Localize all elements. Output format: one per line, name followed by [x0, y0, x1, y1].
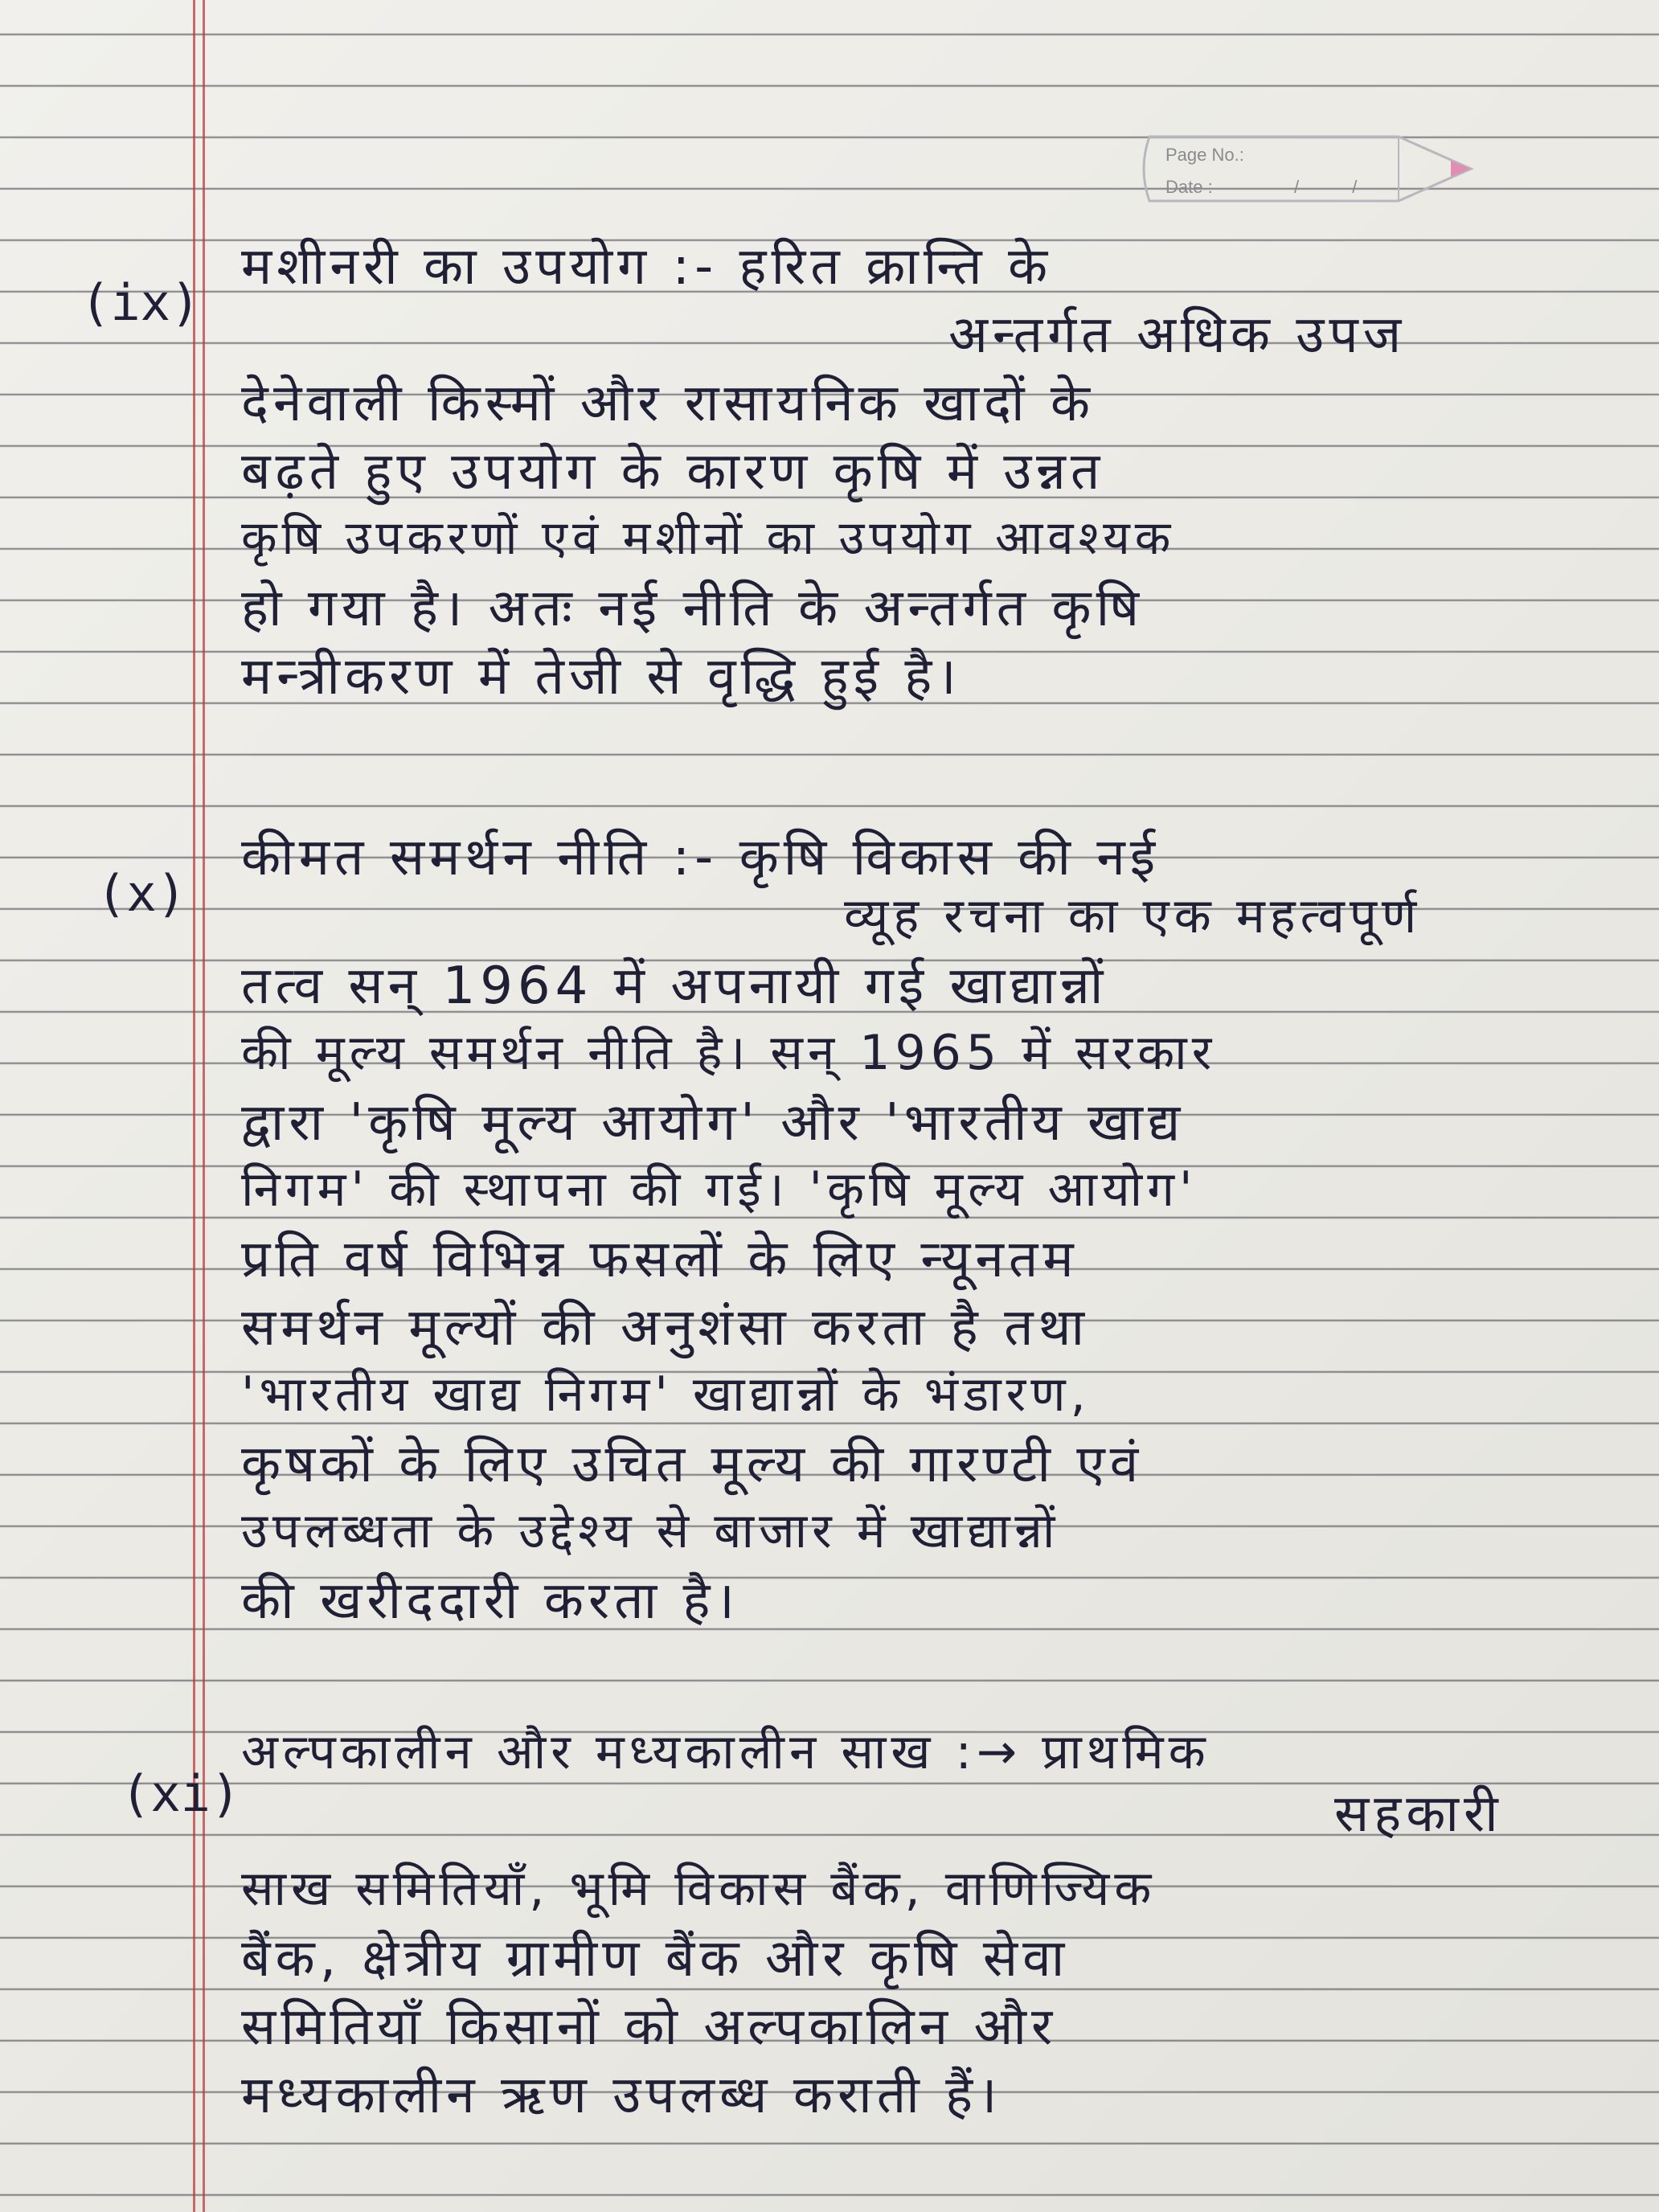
- section-marker: (x): [96, 864, 186, 923]
- text-line: मन्त्रीकरण में तेजी से वृद्धि हुई है।: [241, 647, 961, 707]
- text-line: देनेवाली किस्मों और रासायनिक खादों के: [241, 374, 1096, 433]
- text-line: कृषकों के लिए उचित मूल्य की गारण्टी एवं: [241, 1435, 1144, 1494]
- section-marker: (ix): [80, 273, 201, 332]
- text-line: उपलब्धता के उद्देश्य से बाजार में खाद्यान्नों: [241, 1503, 1060, 1559]
- text-line: अन्तर्गत अधिक उपज: [948, 305, 1407, 365]
- text-line: मध्यकालीन ऋण उपलब्ध कराती हैं।: [241, 2066, 1002, 2125]
- margin-line-left-inner: [203, 0, 205, 2212]
- text-line: की मूल्य समर्थन नीति है। सन् 1965 में सरकार: [241, 1025, 1217, 1081]
- page-number-label: Page No.:: [1165, 145, 1244, 165]
- section-heading-line: मशीनरी का उपयोग :- हरित क्रान्ति के: [241, 237, 1053, 297]
- date-label: Date :: [1165, 177, 1213, 197]
- text-line: कृषि उपकरणों एवं मशीनों का उपयोग आवश्यक: [241, 510, 1176, 565]
- text-line: समितियाँ किसानों को अल्पकालिन और: [241, 1997, 1058, 2057]
- section-heading-line: अल्पकालीन और मध्यकालीन साख :→ प्राथमिक: [241, 1724, 1210, 1780]
- text-line: तत्व सन् 1964 में अपनायी गई खाद्यान्नों: [241, 956, 1108, 1016]
- text-line: 'भारतीय खाद्य निगम' खाद्यान्नों के भंडारण,: [241, 1366, 1091, 1423]
- text-line: समर्थन मूल्यों की अनुशंसा करता है तथा: [241, 1298, 1090, 1358]
- page-date-stamp: [1133, 121, 1503, 217]
- pencil-stamp-icon: [1133, 121, 1503, 217]
- text-line: हो गया है। अतः नई नीति के अन्तर्गत कृषि: [241, 579, 1145, 638]
- text-line: प्रति वर्ष विभिन्न फसलों के लिए न्यूनतम: [241, 1230, 1079, 1289]
- text-line: व्यूह रचना का एक महत्वपूर्ण: [844, 888, 1422, 944]
- text-line: साख समितियाँ, भूमि विकास बैंक, वाणिज्यिक: [241, 1861, 1157, 1917]
- text-line: द्वारा 'कृषि मूल्य आयोग' और 'भारतीय खाद्य: [241, 1093, 1186, 1153]
- text-line: बैंक, क्षेत्रीय ग्रामीण बैंक और कृषि सेवा: [241, 1929, 1070, 1989]
- text-line: सहकारी: [1334, 1784, 1503, 1844]
- text-line: की खरीददारी करता है।: [241, 1571, 739, 1631]
- date-value: / /: [1294, 177, 1382, 197]
- text-line: बढ़ते हुए उपयोग के कारण कृषि में उन्नत: [241, 442, 1105, 502]
- text-line: निगम' की स्थापना की गई। 'कृषि मूल्य आयोग': [241, 1161, 1198, 1218]
- section-marker: (xi): [121, 1764, 241, 1823]
- section-heading-line: कीमत समर्थन नीति :- कृषि विकास की नई: [241, 828, 1161, 887]
